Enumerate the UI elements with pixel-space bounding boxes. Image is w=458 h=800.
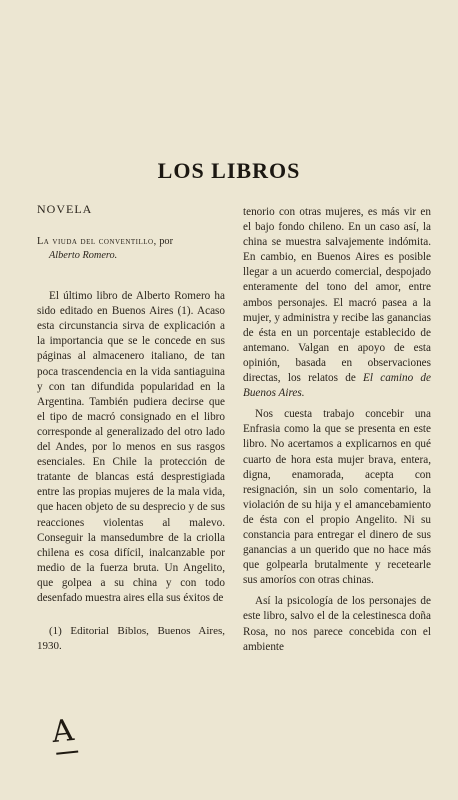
book-reference: El camino de Buenos Aires.: [243, 372, 431, 400]
book-by: por: [159, 236, 173, 248]
signature-underline: [56, 751, 78, 755]
handwritten-signature: [50, 713, 75, 750]
book-title: La viuda del conventillo,: [37, 236, 157, 248]
body-paragraph: Así la psicología de los personajes de este libro, salvo el de la celestinesca doña Rosa, no nos parece concebida con el ambiente: [243, 595, 431, 653]
body-text: tenorio con otras mujeres, es más vir en el bajo fondo chileno. En un caso así, la china se muestra salvajemente indómita. En cambio, en Buenos Aires es posible llegar a un acuerdo comercial, despojado enteramente del tono del amor, entre ambos personajes. El macró pasea a la mujer, y administra y recibe las ganancias de ésta en un porcentaje establecido de antemano. Valgan en apoyo de esta opinión, basada en observaciones directas, los relatos de: [243, 206, 431, 385]
left-column: [37, 200, 225, 654]
body-paragraph: [243, 205, 431, 401]
book-source: [37, 235, 225, 263]
page-title: LOS LIBROS: [157, 158, 301, 183]
body-paragraph: El último libro de Alberto Romero ha sido editado en Buenos Aires (1). Acaso esta circunstancia sirva de explicación a la importancia que se le concede en sus páginas al almacenero italiano, de tan poca trascendencia en la vida santiaguina y con tan difundida popularidad en la Argentina. También pudiera decirse que el tipo de macró consignado en el libro corresponde al generalizado del otro lado del Andes, por lo menos en sus rasgos esenciales. En Chile la protección de tratante de blancas está desprestigiada entre las propias mujeres de la mala vida, que hacen objeto de su desprecio y de sus reacciones violentas al malevo. Conseguir la mansedumbre de la criolla chilena es cosa difícil, inalcanzable por medio de la fuerza bruta. Un Angelito, que golpea a su china y con todo desenfado muestra aires ella sus éxitos de: [37, 290, 225, 604]
signature-glyph: A: [50, 712, 76, 751]
footnote: (1) Editorial Bíblos, Buenos Aires, 1930.: [37, 625, 225, 653]
book-author: Alberto Romero.: [49, 250, 118, 262]
section-label: NOVELA: [37, 202, 93, 216]
body-paragraph: Nos cuesta trabajo concebir una Enfrasia como la que se presenta en este libro. No acertamos a explicarnos en qué cuarto de hora esta mujer brava, entera, digna, enamorada, acepta con resignación, sin un solo comentario, la violación de su hija y el amancebamiento de ésta con el propio Angelito. Ni su constancia para entregar el dinero de sus ganancias a un querido que no hace más que golpearla brutalmente y recetearle sus amoríos con otras chinas.: [243, 408, 431, 587]
right-column: [243, 205, 431, 655]
